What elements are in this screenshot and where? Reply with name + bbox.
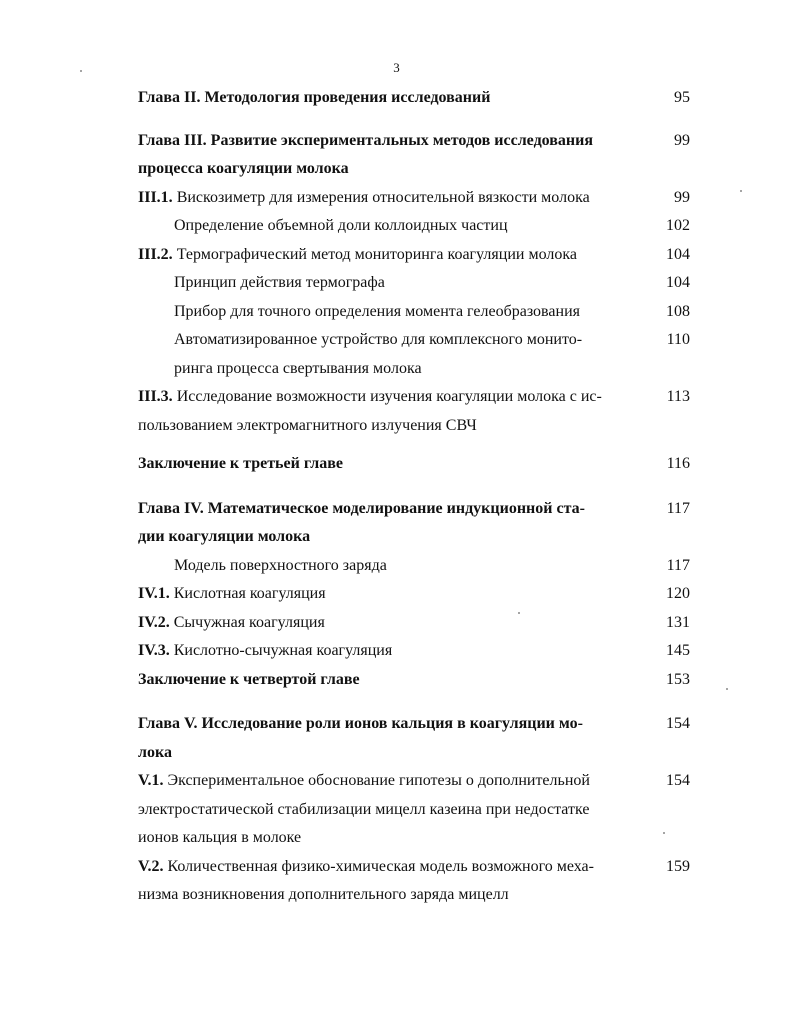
toc-entry-page: 99 [674,131,690,149]
table-of-contents [138,84,690,910]
toc-entry-title: Модель поверхностного заряда [174,556,387,574]
section-number: IV.1. [138,585,170,602]
toc-entry-page: 95 [674,89,690,106]
scan-speck [80,70,82,72]
title-line: процесса коагуляции молока [138,160,349,177]
section-title: Кислотная коагуляция [169,585,326,602]
title-line: лока [138,743,172,761]
toc-entry-title [138,637,623,666]
toc-entry-title [138,495,623,552]
toc-entry-title [138,580,623,609]
toc-entry-chapter-2 [138,84,690,113]
title-line: ринга процесса свертывания молока [174,359,422,377]
section-number: IV.3. [138,642,170,659]
toc-entry-title: Принцип действия термографа [174,274,385,291]
toc-entry-subsection [138,212,690,241]
toc-entry-conclusion-4 [138,666,690,695]
title-line: ионов кальция в молоке [138,829,302,846]
toc-entry-page: 117 [666,499,690,517]
section-number: IV.2. [138,613,170,631]
section-title: Исследование возможности изучения коагуляции молока с ис- [172,388,602,405]
section-number: III.3. [138,388,173,405]
toc-entry-title [138,609,623,638]
toc-entry-section-3-2 [138,241,690,270]
toc-entry-title [138,767,623,853]
title-line: Глава III. Развитие экспериментальных методов исследования [138,131,593,149]
page-number: 3 [393,60,400,75]
toc-entry-subsection [138,269,690,298]
toc-entry-title: Прибор для точного определения момента гелеобразования [174,302,580,320]
scan-speck [726,688,728,690]
toc-entry-title: Заключение к четвертой главе [138,670,360,688]
toc-entry-title: Заключение к третьей главе [138,455,344,472]
toc-entry-page: 108 [666,302,690,320]
toc-entry-subsection [138,298,690,327]
toc-entry-chapter-4 [138,495,690,552]
toc-entry-page: 154 [666,715,690,732]
section-title: Количественная физико-химическая модель возможного меха- [163,857,594,875]
toc-entry-page: 131 [666,613,690,631]
toc-entry-page: 120 [666,585,690,602]
toc-entry-section-5-1 [138,767,690,853]
section-title: Термографический метод мониторинга коагуляции молока [172,245,577,263]
toc-entry-page: 153 [666,670,690,688]
section-title: Экспериментальное обоснование гипотезы о дополнительной [163,772,590,789]
toc-entry-subsection [138,326,690,383]
scan-speck [740,190,742,192]
section-number: III.1. [138,188,173,206]
toc-entry-section-4-1 [138,580,690,609]
toc-entry-page: 99 [674,188,690,206]
section-title: Кислотно-сычужная коагуляция [169,642,393,659]
toc-entry-section-5-2 [138,853,690,910]
section-number: III.2. [138,245,173,263]
section-title: Сычужная коагуляция [169,613,325,631]
toc-entry-page: 104 [666,274,690,291]
title-line: пользованием электромагнитного излучения СВЧ [138,416,477,434]
title-line: низма возникновения дополнительного заряда мицелл [138,886,509,903]
section-number: V.2. [138,857,164,875]
toc-entry-chapter-3 [138,127,690,184]
toc-entry-page: 113 [666,388,690,405]
title-line: Автоматизированное устройство для комплексного монито- [174,331,583,348]
title-line [138,767,623,796]
title-line: дии коагуляции молока [138,528,311,545]
toc-entry-conclusion-3 [138,450,690,479]
title-line: Глава V. Исследование роли ионов кальция в коагуляции мо- [138,715,583,732]
toc-entry-title: Определение объемной доли коллоидных частиц [174,217,508,234]
toc-entry-title [138,184,623,213]
scan-speck [663,832,665,834]
toc-entry-title [138,326,623,383]
toc-entry-chapter-5 [138,710,690,767]
scan-speck [518,612,520,614]
toc-entry-page: 102 [666,217,690,234]
toc-entry-title [138,710,623,767]
toc-entry-title [138,853,623,910]
toc-entry-page: 110 [666,331,690,348]
title-line: электростатической стабилизации мицелл казеина при недостатке [138,800,590,818]
toc-entry-section-4-2 [138,609,690,638]
toc-entry-title [138,241,623,270]
toc-entry-title: Глава II. Методология проведения исследований [138,89,491,106]
title-line: Глава IV. Математическое моделирование индукционной ста- [138,499,585,517]
toc-entry-subsection [138,552,690,581]
toc-entry-title [138,383,623,440]
toc-entry-title [138,127,623,184]
toc-entry-page: 159 [666,857,690,875]
toc-entry-page: 117 [666,556,690,574]
section-title: Вискозиметр для измерения относительной вязкости молока [172,188,590,206]
section-number: V.1. [138,772,164,789]
toc-entry-section-4-3 [138,637,690,666]
title-line [138,383,623,412]
toc-entry-page: 145 [666,642,690,659]
toc-entry-page: 104 [666,245,690,263]
toc-entry-section-3-1 [138,184,690,213]
toc-entry-page: 116 [666,455,690,472]
title-line [138,853,623,882]
toc-entry-page: 154 [666,772,690,789]
toc-entry-section-3-3 [138,383,690,440]
